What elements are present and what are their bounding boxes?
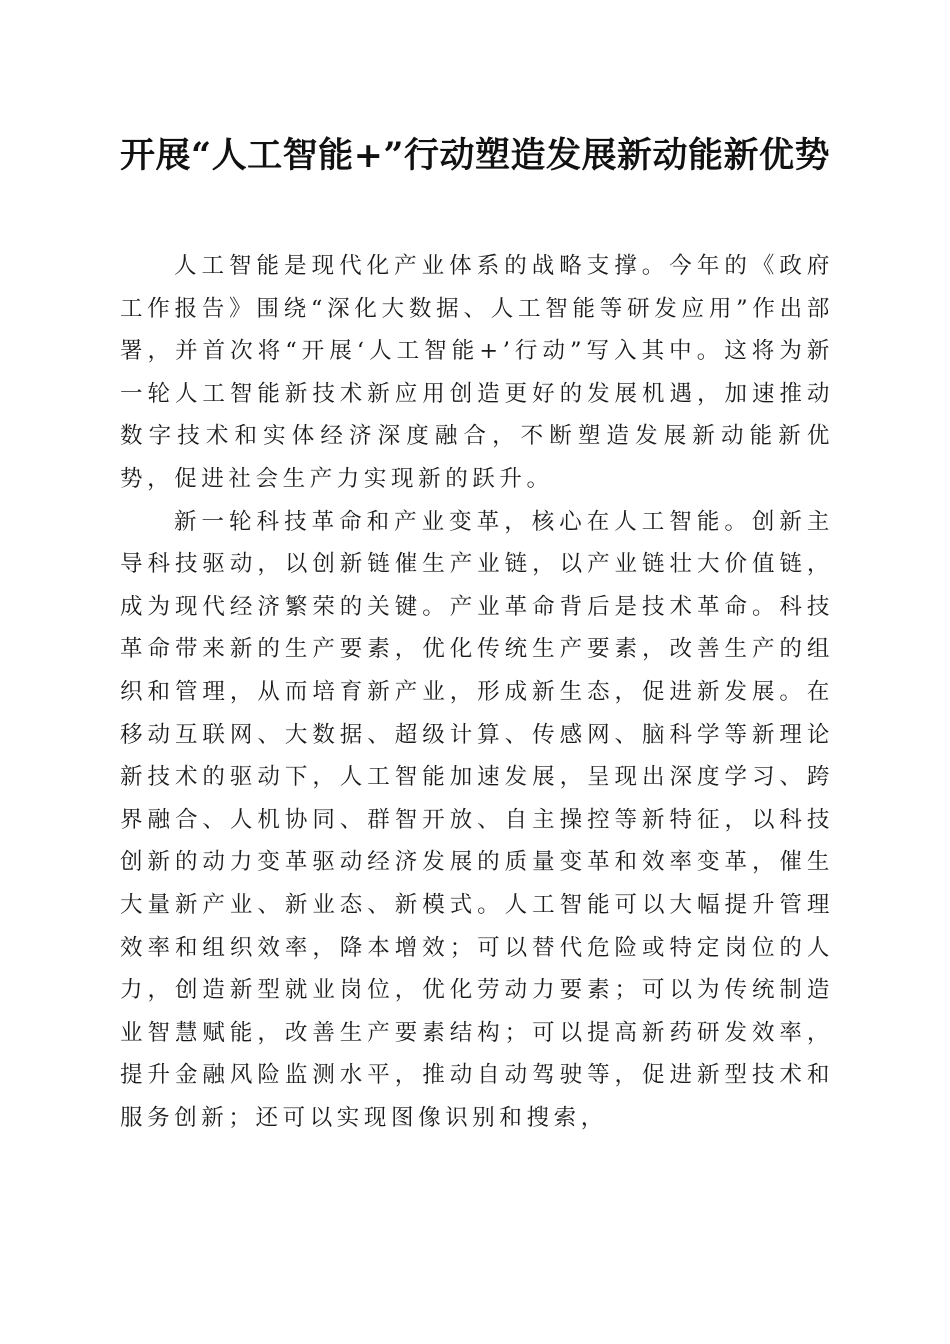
paragraph-2: 新一轮科技革命和产业变革，核心在人工智能。创新主导科技驱动，以创新链催生产业链，以产业链壮大价值链，成为现代经济繁荣的关键。产业革命背后是技术革命。科技革命带来新的生产要素，优化传统生产要素，改善生产的组织和管理，从而培育新产业，形成新生态，促进新发展。在移动互联网、大数据、超级计算、传感网、脑科学等新理论新技术的驱动下，人工智能加速发展，呈现出深度学习、跨界融合、人机协同、群智开放、自主操控等新特征，以科技创新的动力变革驱动经济发展的质量变革和效率变革，催生大量新产业、新业态、新模式。人工智能可以大幅提升管理效率和组织效率，降本增效；可以替代危险或特定岗位的人力，创造新型就业岗位，优化劳动力要素；可以为传统制造业智慧赋能，改善生产要素结构；可以提高新药研发效率，提升金融风险监测水平，推动自动驾驶等，促进新型技术和服务创新；还可以实现图像识别和搜索，: [120, 508, 834, 1131]
document-title: 开展“人工智能+”行动塑造发展新动能新优势: [119, 135, 831, 176]
paragraph-1: 人工智能是现代化产业体系的战略支撑。今年的《政府工作报告》围绕“深化大数据、人工智能等研发应用”作出部署，并首次将“开展‘人工智能+’行动”写入其中。这将为新一轮人工智能新技术新应用创造更好的发展机遇，加速推动数字技术和实体经济深度融合，不断塑造发展新动能新优势，促进社会生产力实现新的跃升。: [120, 253, 834, 492]
document-body: [120, 245, 834, 1139]
